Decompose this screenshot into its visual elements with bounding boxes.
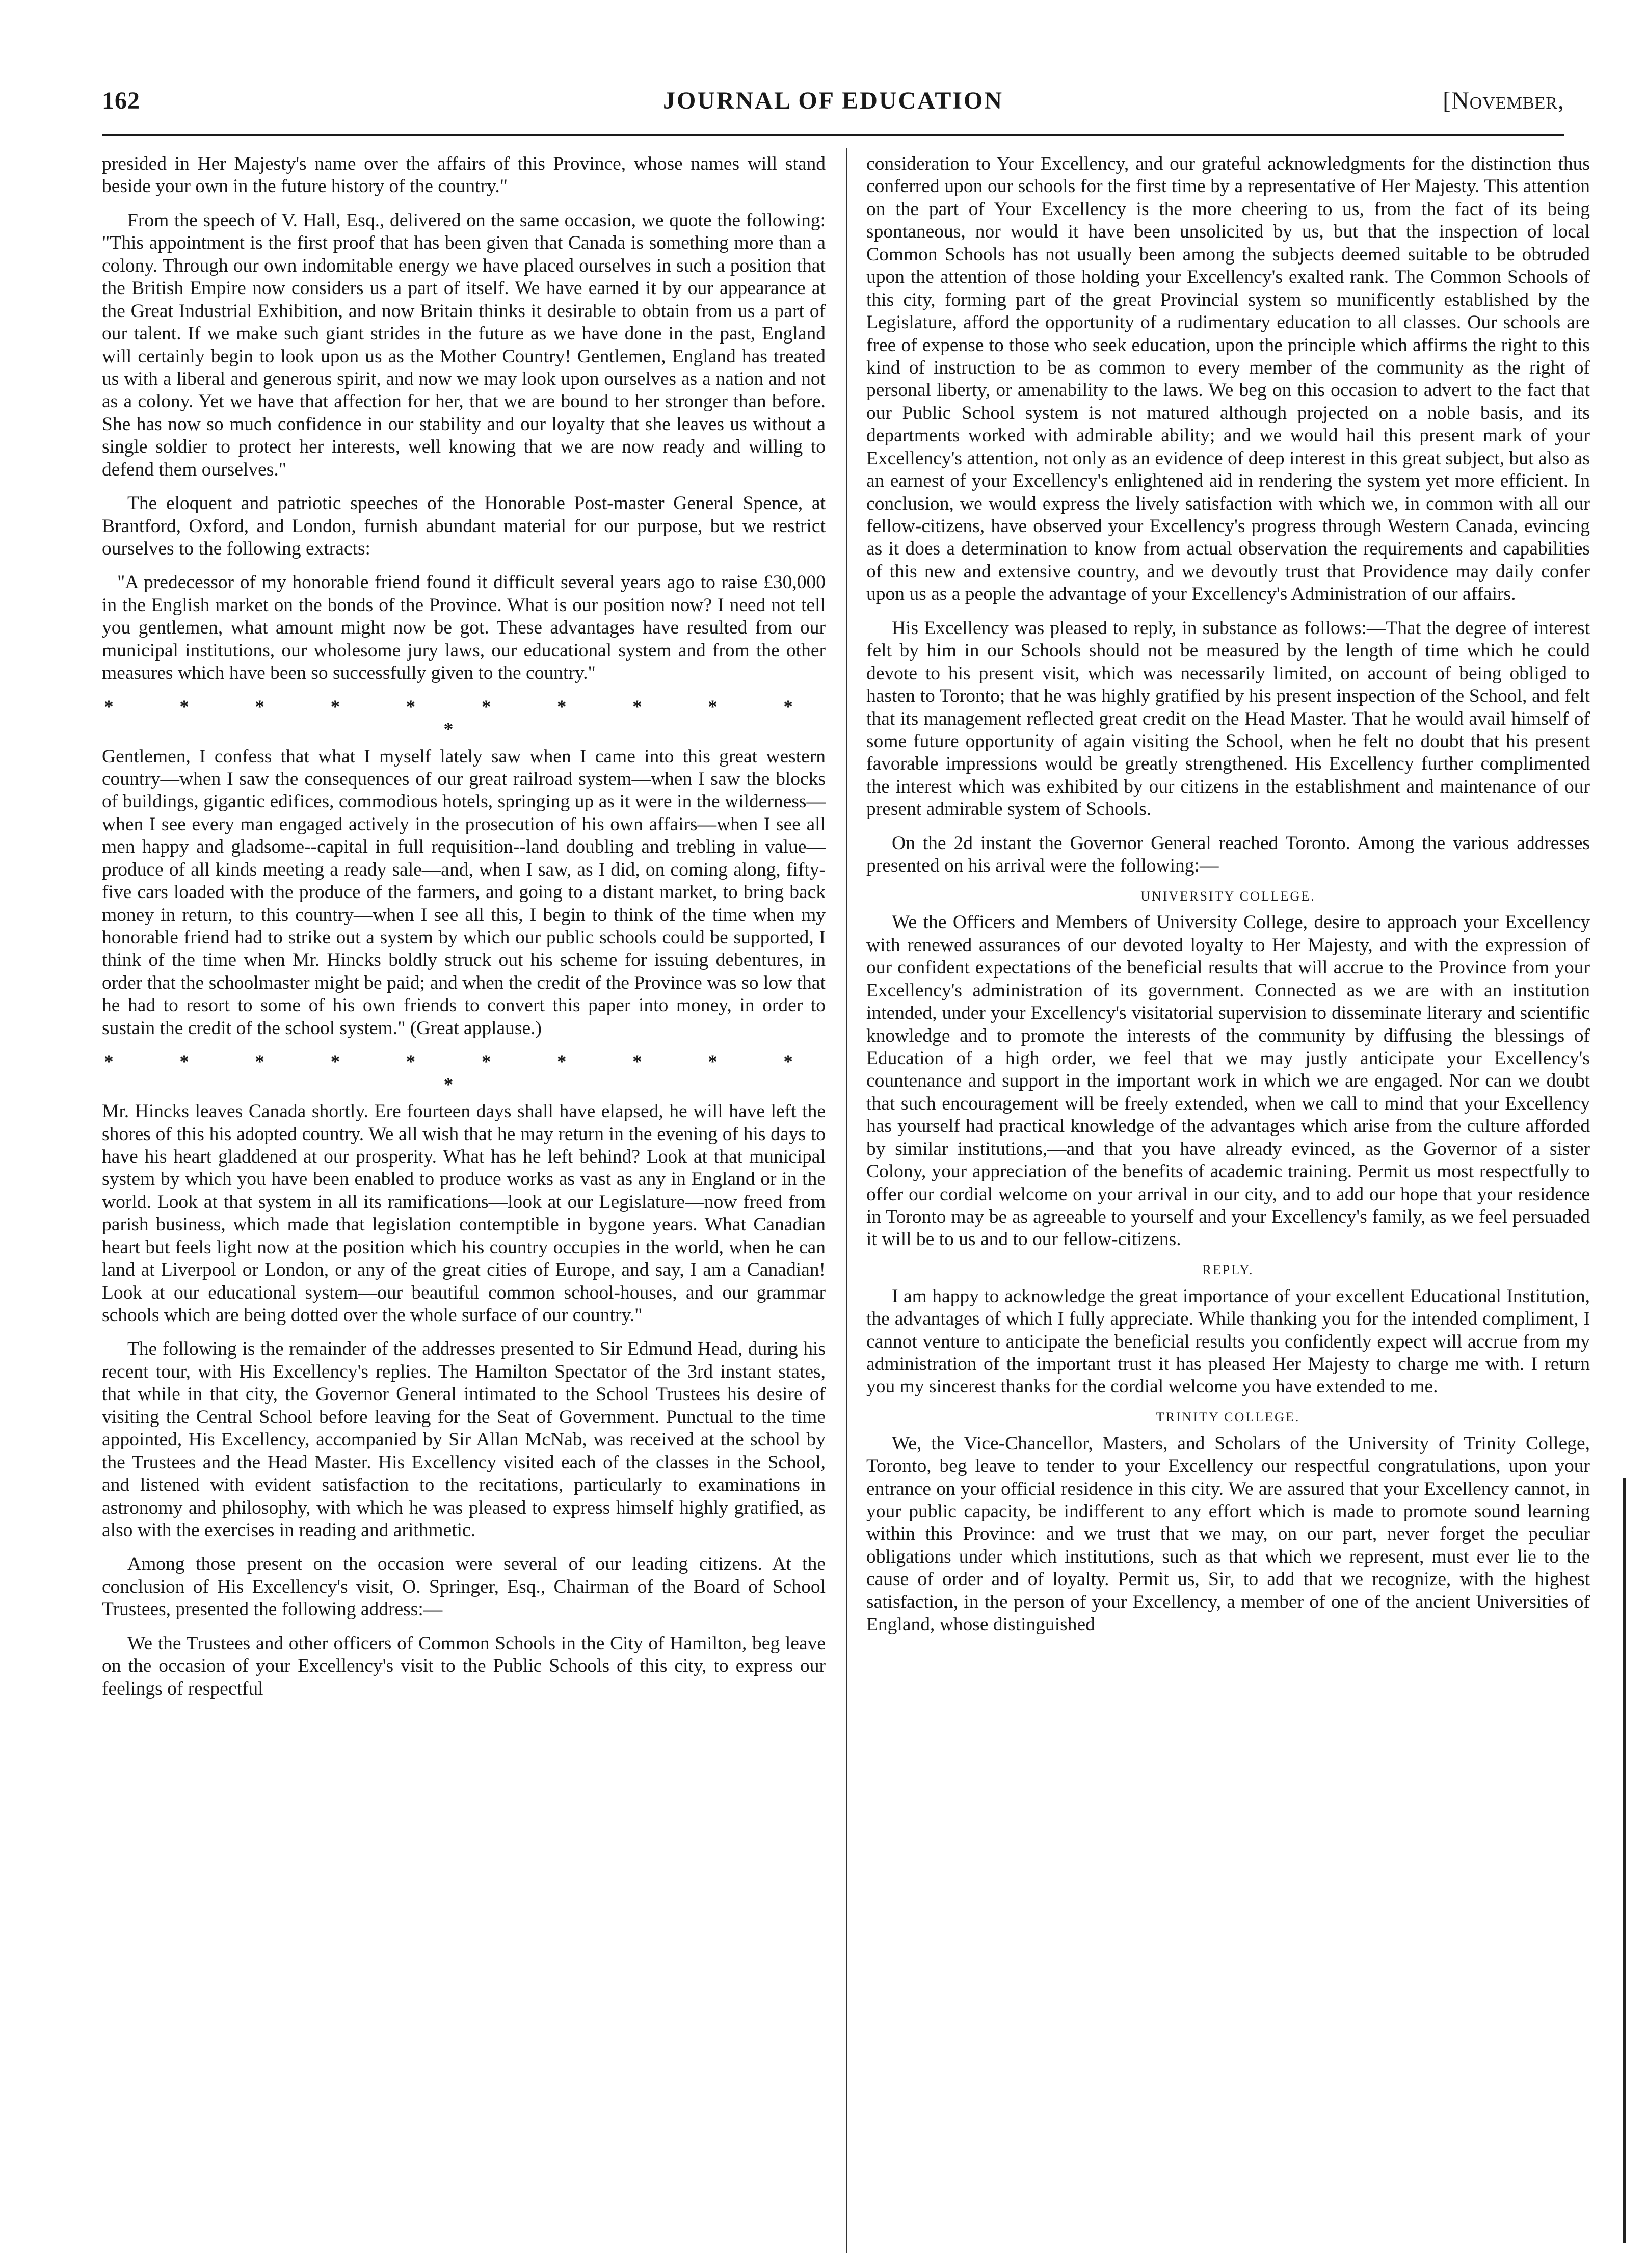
issue-month: [November, xyxy=(1443,87,1564,114)
paragraph: The eloquent and patriotic speeches of the Honorable Post-master General Spence, at Brantford, Oxford, and London, furnish abundant material for our purpose, but we restrict ourselves to the following extracts: xyxy=(102,493,826,559)
page-number: 162 xyxy=(102,87,140,114)
page-edge-mark xyxy=(1623,1478,1626,2243)
page-header xyxy=(102,82,1564,117)
continued-paragraph: Gentlemen, I confess that what I myself lately saw when I came into this great western country—when I saw the consequences of our great railroad system—when I saw the blocks of buildings, gigantic edifices, commodious hotels, springing up as it were in the wilderness—when I see every man engaged actively in the prosecution of his own affairs—when I see all men happy and gladsome--capital in full requisition--land doubling and trebling in value—produce of all kinds meeting a ready sale—and, when I saw, as I did, on coming along, fifty-five cars loaded with the produce of the farmers, and going to a distant market, to bring back money in return, to this country—when I see all this, I begin to think of the time when my honorable friend had to strike out a system by which our public schools could be supported, I think of the time when Mr. Hincks boldly struck out his scheme for issuing debentures, in order that the schoolmaster might be paid; and when the credit of the Province was so low that he had to resort to some of his own friends to convert this paper into money, in order to sustain the credit of the school system." (Great applause.) xyxy=(102,746,826,1039)
asterisk-separator: * * * * * * * * * * * xyxy=(104,696,824,741)
paragraph: We the Trustees and other officers of Common Schools in the City of Hamilton, beg leave on the occasion of your Excellency's visit to the Public Schools of this city, to express our feelings of respectful xyxy=(102,1632,826,1699)
continued-paragraph: consideration to Your Excellency, and our grateful acknowledgments for the distinction thus conferred upon our schools for the first time by a representative of Her Majesty. This attention on the part of Your Excellency is the more cheering to us, from the fact of its being spontaneous, nor would it have been unsolicited by us, but that the inspection of local Common Schools has not usually been among the subjects deemed suitable to be obtruded upon the attention of those holding your Excellency's exalted rank. The Common Schools of this city, forming part of the great Provincial system so munificently established by the Legislature, afford the opportunity of a rudimentary education to all classes. Our schools are free of expense to those who seek education, upon the principle which affirms the right to this kind of instruction to be as common to every member of the community as the right of personal liberty, or amenability to the laws. We beg on this occasion to advert to the fact that our Public School system is not matured although projected on a noble basis, and its departments worked with admirable ability; and we would hail this present mark of your Excellency's attention, not only as an evidence of deep interest in this great subject, but also as an earnest of your Excellency's enlightened aid in rendering the system yet more efficient. In conclusion, we would express the lively satisfaction with which we, in common with all our fellow-citizens, have observed your Excellency's progress through Western Canada, evincing as it does a determination to know from actual observation the requirements and capabilities of this new and extensive country, and we devoutly trust that Providence may daily confer upon us as a people the advantage of your Excellency's Administration of our affairs. xyxy=(866,153,1590,605)
continued-paragraph: Mr. Hincks leaves Canada shortly. Ere fourteen days shall have elapsed, he will have left the shores of this his adopted country. We all wish that he may return in the evening of his days to have his heart gladdened at our prosperity. What has he left behind? Look at that municipal system by which you have been enabled to produce works as vast as any in England or in the world. Look at that system in all its ramifications—look at our Legislature—now freed from parish business, which made that legislation contemptible in bygone years. What Canadian heart but feels light now at the position which his country occupies in the world, when he can land at Liverpool or London, or any of the great cities of Europe, and say, I am a Canadian! Look at our educational system—our beautiful common school-houses, and our grammar schools which are being dotted over the whole surface of our country." xyxy=(102,1101,826,1326)
right-column xyxy=(866,153,1590,2248)
paragraph: The following is the remainder of the addresses presented to Sir Edmund Head, during his recent tour, with His Excellency's replies. The Hamilton Spectator of the 3rd instant states, that while in that city, the Governor General intimated to the School Trustees his desire of visiting the Central School before leaving for the Seat of Government. Punctual to the time appointed, His Excellency, accompanied by Sir Allan McNab, was received at the school by the Trustees and the Head Master. His Excellency visited each of the classes in the School, and listened with evident satisfaction to the recitations, particularly to examinations in astronomy and philosophy, with which he was pleased to express himself highly gratified, as also with the exercises in reading and arithmetic. xyxy=(102,1338,826,1541)
continued-paragraph: presided in Her Majesty's name over the affairs of this Province, whose names will stand beside your own in the future history of the country." xyxy=(102,153,826,197)
paragraph: We, the Vice-Chancellor, Masters, and Scholars of the University of Trinity College, Toronto, beg leave to tender to your Excellency our respectful congratulations, upon your entrance on your official residence in this city. We are assured that your Excellency cannot, in your public capacity, be indifferent to any effort which is made to promote sound learning within this Province: and we trust that we may, on our part, never forget the peculiar obligations under which institutions, such as that which we represent, must ever lie to the cause of order and of loyalty. Permit us, Sir, to add that we recognize, with the highest satisfaction, in the person of your Excellency, a member of one of the ancient Universities of England, whose distinguished xyxy=(866,1433,1590,1636)
paragraph: On the 2d instant the Governor General reached Toronto. Among the various addresses presented on his arrival were the following:— xyxy=(866,832,1590,877)
paragraph: I am happy to acknowledge the great importance of your excellent Educational Institution, the advantages of which I fully appreciate. While thanking you for the intended compliment, I cannot venture to anticipate the beneficial results you confidently expect will accrue from my administration of the important trust it has pleased Her Majesty to charge me with. I return you my sincerest thanks for the cordial welcome you have extended to me. xyxy=(866,1285,1590,1397)
left-column xyxy=(102,153,826,2248)
section-heading: TRINITY COLLEGE. xyxy=(1156,1409,1300,1425)
paragraph: Among those present on the occasion were several of our leading citizens. At the conclusion of His Excellency's visit, O. Springer, Esq., Chairman of the Board of School Trustees, presented the following address:— xyxy=(102,1553,826,1620)
column-divider xyxy=(846,148,847,2253)
section-heading: UNIVERSITY COLLEGE. xyxy=(1140,888,1316,904)
paragraph: We the Officers and Members of University College, desire to approach your Excellency with renewed assurances of our devoted loyalty to Her Majesty, and with the expression of our confident expectations of the beneficial results that will accrue to the Province from your Excellency's administration of its government. Connected as we are with an institution intended, under your Excellency's visitatorial supervision to disseminate literary and scientific knowledge and to promote the interests of the community by diffusing the blessings of Education of a high order, we feel that we may justly anticipate your Excellency's countenance and support in the important work in which we are engaged. Nor can we doubt that such encouragement will be freely extended, when we call to mind that your Excellency has yourself had practical knowledge of the advantages which arise from the culture afforded by similar institutions,—and that you have already evinced, as the Governor of a sister Colony, your appreciation of the benefits of academic training. Permit us most respectfully to offer our cordial welcome on your arrival in our city, and to add our hope that your residence in Toronto may be as agreeable to yourself and your Excellency's family, as we feel persuaded it will be to us and to our fellow-citizens. xyxy=(866,912,1590,1250)
asterisk-separator: * * * * * * * * * * * xyxy=(104,1051,824,1095)
paragraph: His Excellency was pleased to reply, in substance as follows:—That the degree of interest felt by him in our Schools should not be measured by the length of time which he could devote to his present visit, which was necessarily limited, on account of being obliged to hasten to Toronto; that he was highly gratified by his present inspection of the School, and felt that its management reflected great credit on the Head Master. That he would avail himself of some future opportunity of again visiting the School, when he felt no doubt that his present favorable impressions would be greatly strengthened. His Excellency further complimented the interest which was exhibited by our citizens in the establishment and maintenance of our present admirable system of Schools. xyxy=(866,617,1590,820)
quotation-paragraph: "A predecessor of my honorable friend found it difficult several years ago to raise £30,000 in the English market on the bonds of the Province. What is our position now? I need not tell you gentlemen, what amount might now be got. These advantages have resulted from our municipal institutions, our wholesome jury laws, our educational system and from the other measures which have been so successfully given to the country." xyxy=(102,572,826,684)
paragraph: From the speech of V. Hall, Esq., delivered on the same occasion, we quote the following: "This appointment is the first proof that has been given that Canada is something more than a colony. Through our own indomitable energy we have placed ourselves in such a position that the British Empire now considers us a part of itself. We have earned it by our appearance at the Great Industrial Exhibition, and now Britain thinks it desirable to obtain from us a part of our talent. If we make such giant strides in the future as we have done in the past, England will certainly begin to look upon us as the Mother Country! Gentlemen, England has treated us with a liberal and generous spirit, and now we may look upon ourselves as a nation and not as a colony. Yet we have that affection for her, that we are bound to her stronger than before. She has now so much confidence in our stability and our loyalty that she leaves us without a single soldier to protect her interests, well knowing that we are now ready and willing to defend them ourselves." xyxy=(102,209,826,480)
journal-title: JOURNAL OF EDUCATION xyxy=(662,87,1004,114)
section-heading: REPLY. xyxy=(1202,1262,1254,1277)
header-rule xyxy=(102,134,1564,136)
